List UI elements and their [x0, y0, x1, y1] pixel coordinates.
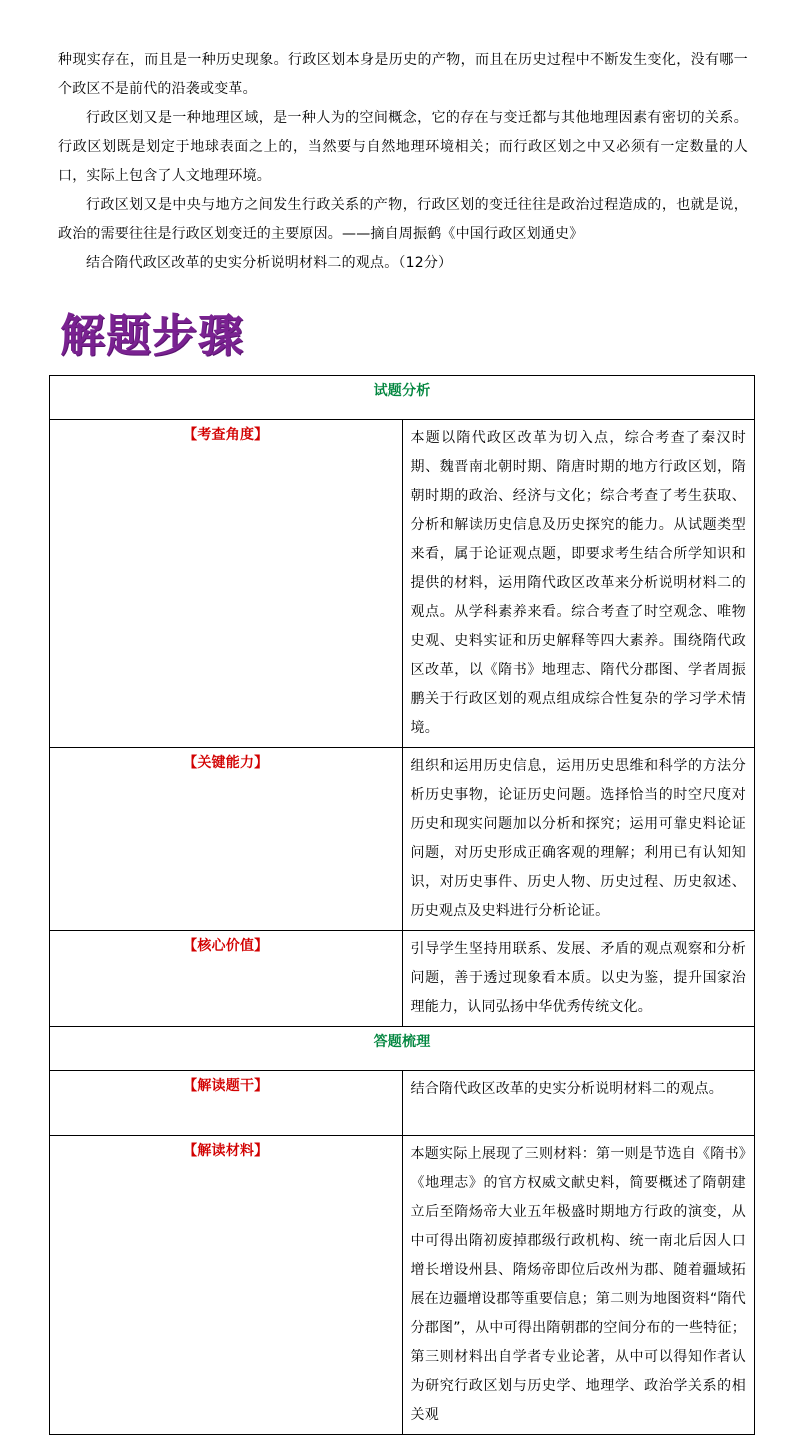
row-label-guanjian: 【关键能力】	[50, 748, 403, 931]
table-row	[50, 931, 755, 1027]
row-content-hexin: 引导学生坚持用联系、发展、矛盾的观点观察和分析问题，善于透过现象看本质。以史为鉴，提升国家治理能力，认同弘扬中华优秀传统文化。	[402, 931, 755, 1027]
table-row	[50, 1136, 755, 1435]
table-row	[50, 420, 755, 748]
intro-text	[58, 46, 748, 278]
row-content-tigan: 结合隋代政区改革的史实分析说明材料二的观点。	[402, 1071, 755, 1136]
row-content-cailiao: 本题实际上展现了三则材料：第一则是节选自《隋书》《地理志》的官方权威文献史料，简要概述了隋朝建立后至隋炀帝大业五年极盛时期地方行政的演变，从中可得出隋初废掉郡级行政机构、统一南北后因人口增长增设州县、隋炀帝即位后改州为郡、随着疆域拓展在边疆增设郡等重要信息；第二则为地图资料“隋代分郡图”，从中可得出隋朝郡的空间分布的一些特征；第三则材料出自学者专业论著，从中可以得知作者认为研究行政区划与历史学、地理学、政治学关系的相关观	[402, 1136, 755, 1435]
analysis-table	[49, 375, 755, 1435]
row-label-tigan: 【解读题干】	[50, 1071, 403, 1136]
steps-heading: 解题步骤	[60, 309, 245, 362]
intro-paragraph-3: 行政区划又是中央与地方之间发生行政关系的产物，行政区划的变迁往往是政治过程造成的，也就是说，政治的需要往往是行政区划变迁的主要原因。——摘自周振鹤《中国行政区划通史》	[58, 197, 748, 242]
table-row	[50, 1071, 755, 1136]
row-content-guanjian: 组织和运用历史信息，运用历史思维和科学的方法分析历史事物，论证历史问题。选择恰当的时空尺度对历史和现实问题加以分析和探究；运用可靠史料论证问题，对历史形成正确客观的理解；利用已有认知知识，对历史事件、历史人物、历史过程、历史叙述、历史观点及史料进行分析论证。	[402, 748, 755, 931]
intro-paragraph-2: 行政区划又是一种地理区域，是一种人为的空间概念，它的存在与变迁都与其他地理因素有密切的关系。行政区划既是划定于地球表面之上的，当然要与自然地理环境相关；而行政区划之中又必须有一定数量的人口，实际上包含了人文地理环境。	[58, 110, 748, 184]
row-label-hexin: 【核心价值】	[50, 931, 403, 1027]
intro-paragraph-1: 种现实存在，而且是一种历史现象。行政区划本身是历史的产物，而且在历史过程中不断发生变化，没有哪一个政区不是前代的沿袭或变革。	[58, 52, 748, 97]
row-content-kaocha: 本题以隋代政区改革为切入点，综合考查了秦汉时期、魏晋南北朝时期、隋唐时期的地方行政区划，隋朝时期的政治、经济与文化；综合考查了考生获取、分析和解读历史信息及历史探究的能力。从试题类型来看，属于论证观点题，即要求考生结合所学知识和提供的材料，运用隋代政区改革来分析说明材料二的观点。从学科素养来看。综合考查了时空观念、唯物史观、史料实证和历史解释等四大素养。围绕隋代政区改革，以《隋书》地理志、隋代分郡图、学者周振鹏关于行政区划的观点组成综合性复杂的学习学术情境。	[402, 420, 755, 748]
section-title-answer: 答题梳理	[50, 1027, 755, 1071]
table-row	[50, 748, 755, 931]
section-title-analysis: 试题分析	[50, 376, 755, 420]
row-label-cailiao: 【解读材料】	[50, 1136, 403, 1435]
question-prompt: 结合隋代政区改革的史实分析说明材料二的观点。（12分）	[86, 255, 453, 271]
row-label-kaocha: 【考查角度】	[50, 420, 403, 748]
